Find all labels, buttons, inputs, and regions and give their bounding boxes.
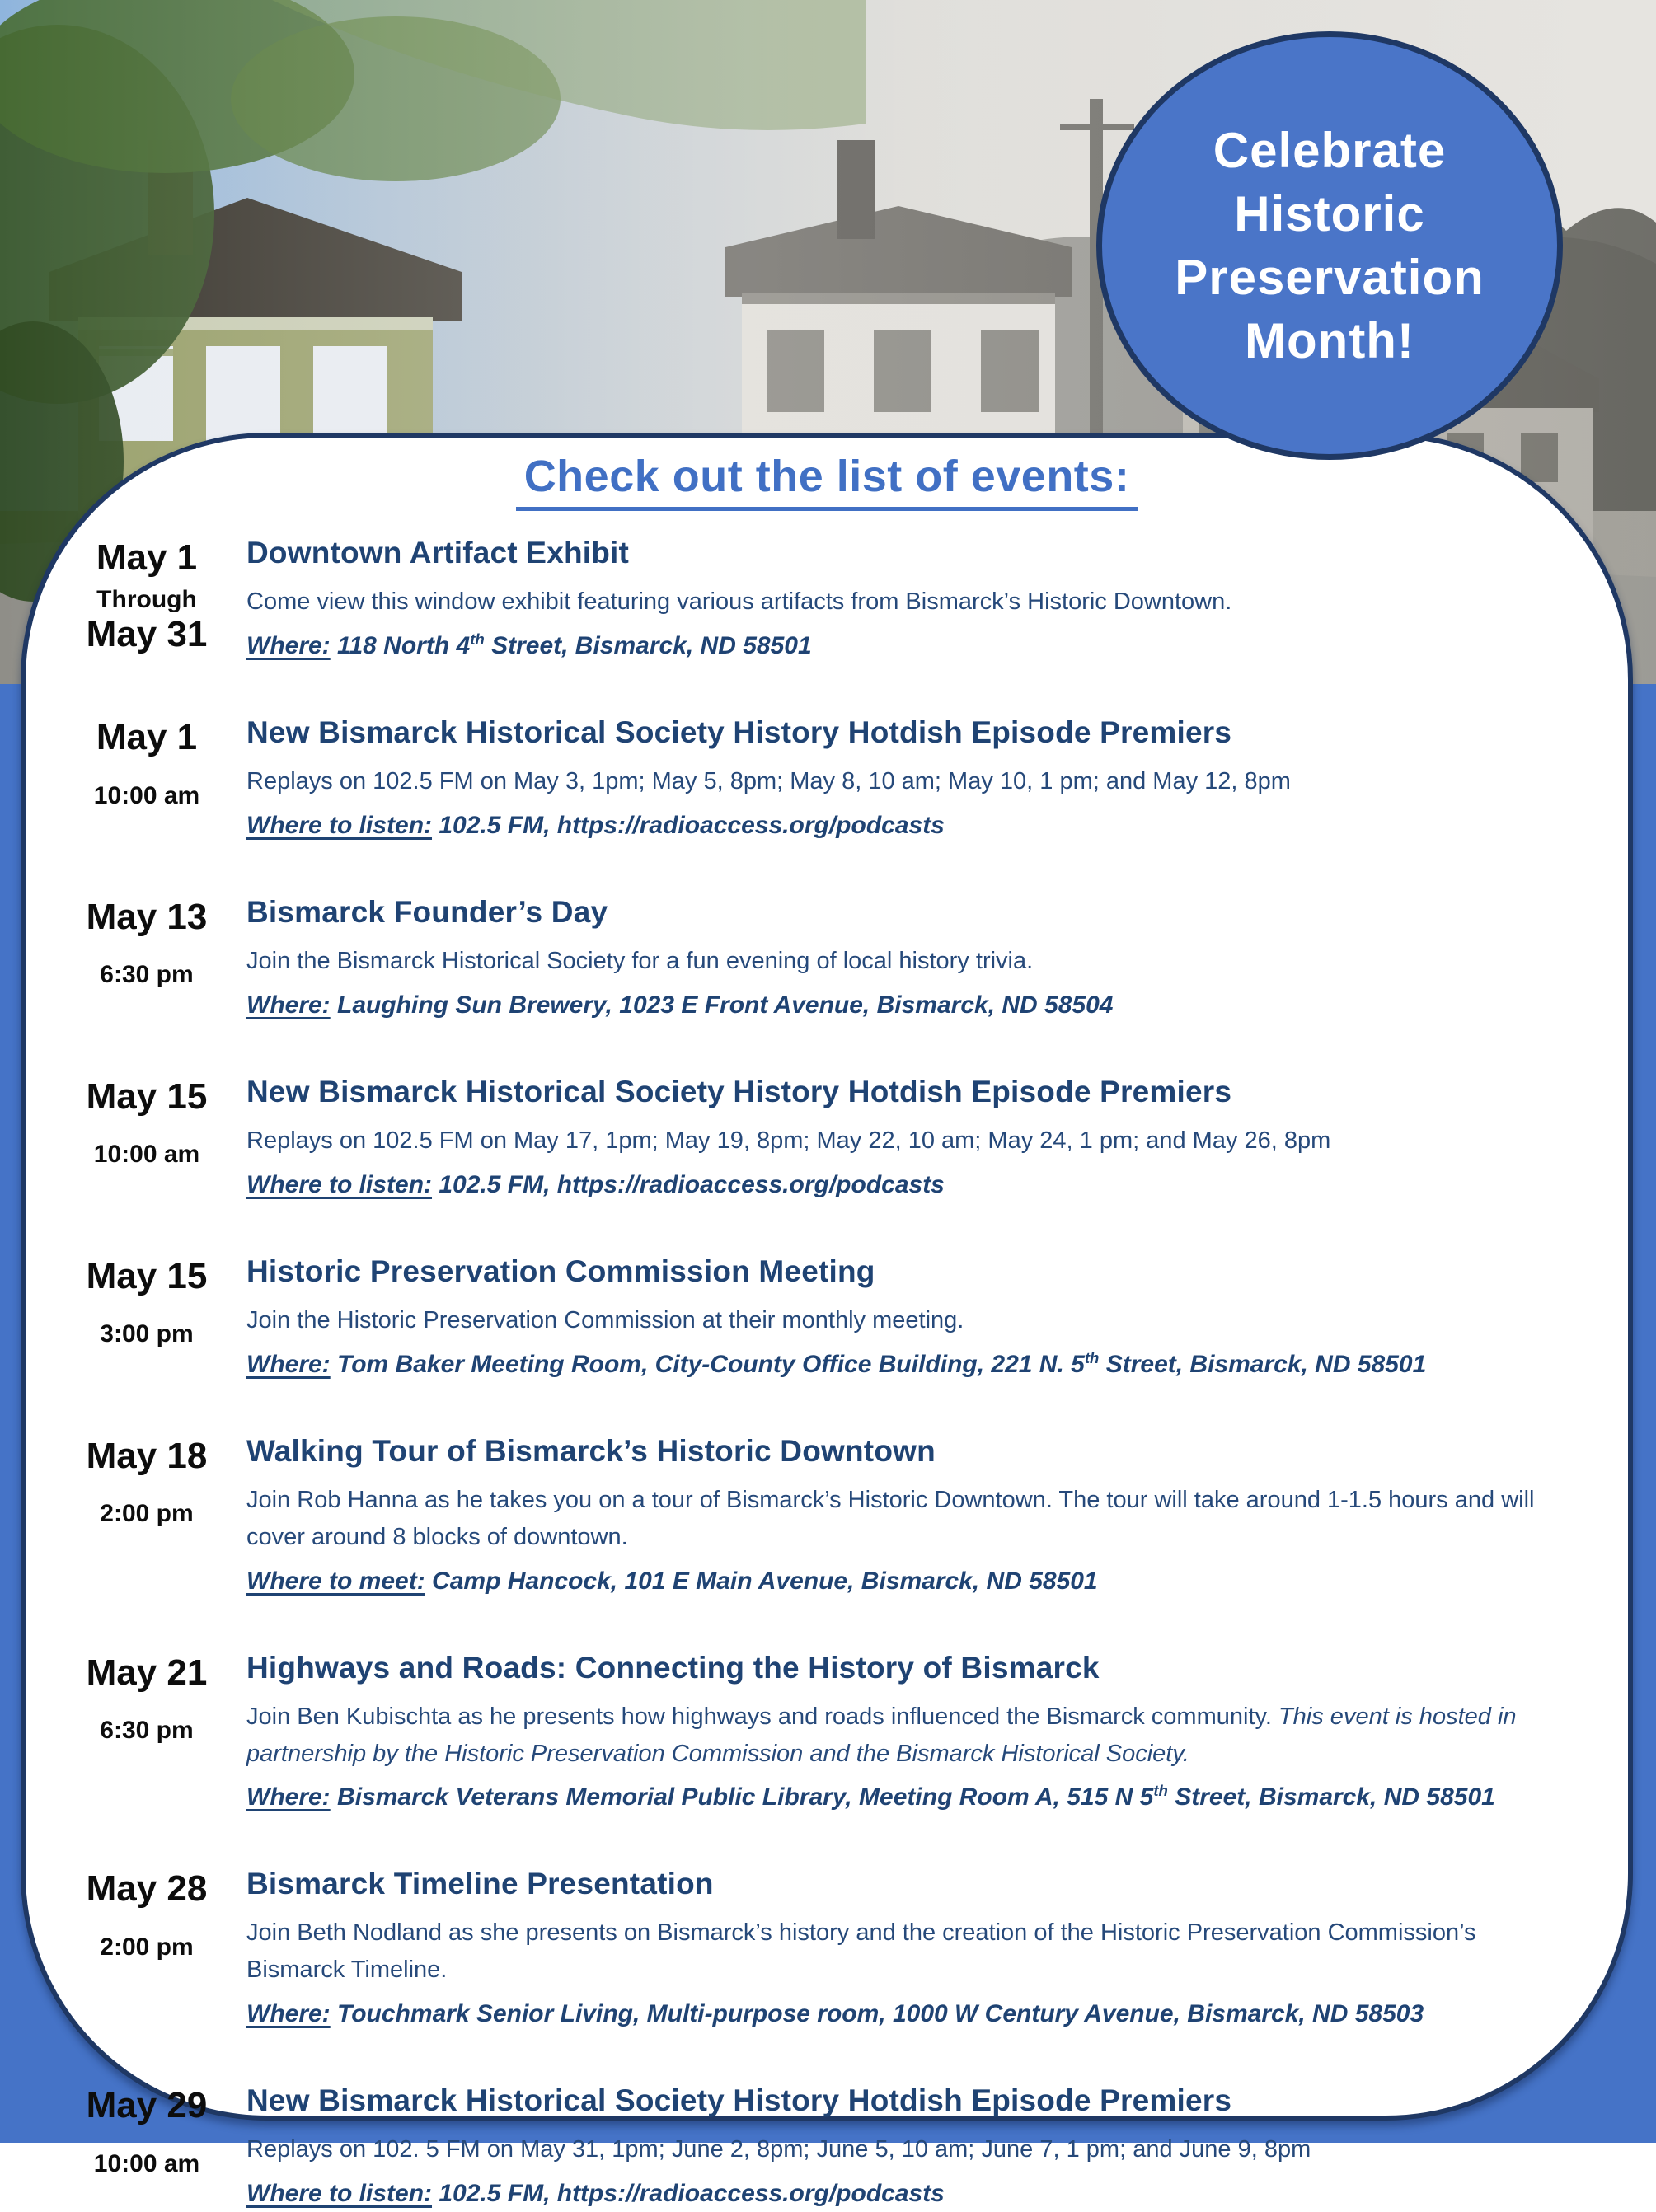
event-description-text: Come view this window exhibit featuring various artifacts from Bismarck’s Historic Downtown.	[246, 588, 1232, 615]
event-body	[246, 895, 1580, 1024]
event-date-line: May 18	[86, 1435, 208, 1476]
event-where-text: 102.5 FM, https://radioaccess.org/podcasts	[432, 1170, 945, 1198]
event-title: New Bismarck Historical Society History Hotdish Episode Premiers	[246, 1074, 1232, 1108]
event-where	[246, 986, 1580, 1024]
event-date-line: May 29	[86, 2085, 208, 2126]
event-where-label: Where to meet:	[246, 1567, 425, 1595]
event-where	[246, 627, 1580, 664]
event-date-line: May 1	[96, 716, 198, 757]
badge-line: Month!	[1245, 313, 1414, 368]
event-title: Historic Preservation Commission Meeting	[246, 1254, 875, 1288]
event-date-line: May 28	[86, 1868, 208, 1910]
event-date-line: May 21	[86, 1652, 208, 1693]
event-where-label: Where:	[246, 631, 331, 659]
event-description-text: Replays on 102.5 FM on May 17, 1pm; May 19, 8pm; May 22, 10 am; May 24, 1 pm; and May 26, 8pm	[246, 1127, 1331, 1154]
content-panel	[21, 433, 1633, 2208]
event-where-text: Street, Bismarck, ND 58501	[484, 631, 812, 659]
event-row	[57, 2083, 1580, 2212]
events-list	[26, 511, 1628, 2212]
event-body	[246, 1075, 1580, 1203]
event-date-line: May 31	[86, 613, 208, 654]
event-where-text: Touchmark Senior Living, Multi-purpose room, 1000 W Century Avenue, Bismarck, ND 58503	[330, 2000, 1424, 2028]
event-date-line: May 15	[86, 1255, 208, 1296]
event-date	[57, 2083, 237, 2212]
event-body	[246, 1254, 1580, 1383]
event-body	[246, 1867, 1580, 2032]
event-description-text: Join Ben Kubischta as he presents how highways and roads influenced the Bismarck community.	[246, 1703, 1278, 1730]
event-where-text: Bismarck Veterans Memorial Public Library, Meeting Room A, 515 N 5	[330, 1783, 1154, 1811]
event-date	[57, 536, 237, 664]
event-date-line: May 13	[86, 896, 208, 937]
event-date	[57, 895, 237, 1024]
event-date-line: May 1	[96, 537, 198, 578]
event-where-label: Where to listen:	[246, 1170, 433, 1198]
heading-wrap	[26, 451, 1628, 511]
event-row	[57, 1867, 1580, 2032]
events-heading: Check out the list of events:	[516, 451, 1138, 511]
event-description	[246, 943, 1580, 980]
event-body	[246, 1434, 1580, 1600]
event-where	[246, 1563, 1580, 1600]
event-description	[246, 583, 1580, 621]
event-date	[57, 715, 237, 844]
event-where-text: th	[1084, 1348, 1100, 1366]
event-body	[246, 1651, 1580, 1816]
event-description-text: Replays on 102.5 FM on May 3, 1pm; May 5, 8pm; May 8, 10 am; May 10, 1 pm; and May 12, 8pm	[246, 767, 1291, 794]
event-body	[246, 715, 1580, 844]
event-where-text: 102.5 FM, https://radioaccess.org/podcasts	[432, 811, 945, 839]
celebrate-badge	[1096, 31, 1563, 460]
event-where-text: Laughing Sun Brewery, 1023 E Front Avenue, Bismarck, ND 58504	[330, 991, 1114, 1019]
event-description	[246, 2131, 1580, 2168]
event-row	[57, 895, 1580, 1024]
event-time-line: 6:30 pm	[100, 961, 194, 989]
event-where	[246, 1995, 1580, 2032]
event-where-label: Where to listen:	[246, 2180, 433, 2208]
event-where-text: Street, Bismarck, ND 58501	[1099, 1350, 1427, 1378]
event-where-label: Where to listen:	[246, 811, 433, 839]
event-where-text: 118 North 4	[330, 631, 471, 659]
event-title: New Bismarck Historical Society History Hotdish Episode Premiers	[246, 715, 1232, 749]
event-date-line: May 15	[86, 1076, 208, 1117]
badge-line: Historic	[1234, 186, 1425, 241]
event-description-text: Join Rob Hanna as he takes you on a tour of Bismarck’s Historic Downtown. The tour will take around 1-1.5 hours and will cover around 8 blocks of downtown.	[246, 1486, 1535, 1550]
event-where-text: Camp Hancock, 101 E Main Avenue, Bismarck, ND 58501	[425, 1567, 1098, 1595]
event-title: Walking Tour of Bismarck’s Historic Downtown	[246, 1433, 936, 1468]
event-where	[246, 1166, 1580, 1203]
event-where-label: Where:	[246, 2000, 331, 2028]
event-date	[57, 1651, 237, 1816]
event-where-text: th	[1153, 1782, 1168, 1800]
event-description-text: Join Beth Nodland as she presents on Bismarck’s history and the creation of the Historic Preservation Commission’s Bismarck Timeline.	[246, 1919, 1476, 1984]
event-description-text: Join the Historic Preservation Commission at their monthly meeting.	[246, 1306, 964, 1333]
event-title: Bismarck Timeline Presentation	[246, 1867, 714, 1901]
event-where-text: th	[470, 630, 485, 648]
event-time-line: Through	[96, 585, 197, 613]
event-description-text: Replays on 102. 5 FM on May 31, 1pm; June 2, 8pm; June 5, 10 am; June 7, 1 pm; and June 9, 8pm	[246, 2136, 1311, 2163]
event-where-text: Street, Bismarck, ND 58501	[1167, 1783, 1495, 1811]
event-description	[246, 1302, 1580, 1339]
event-title: Highways and Roads: Connecting the History of Bismarck	[246, 1650, 1100, 1685]
event-row	[57, 715, 1580, 844]
event-where	[246, 2175, 1580, 2212]
event-title: Downtown Artifact Exhibit	[246, 536, 630, 569]
event-time-line: 2:00 pm	[100, 1933, 194, 1961]
event-description-text: This event is hosted in partnership by the Historic Preservation Commission and the Bismarck Historical Society.	[246, 1703, 1517, 1767]
event-time-line: 10:00 am	[93, 1141, 200, 1169]
event-date	[57, 1254, 237, 1383]
event-date	[57, 1434, 237, 1600]
event-row	[57, 1254, 1580, 1383]
event-row	[57, 1651, 1580, 1816]
event-where	[246, 1346, 1580, 1383]
event-description	[246, 1914, 1580, 1989]
event-description	[246, 763, 1580, 800]
event-title: Bismarck Founder’s Day	[246, 894, 608, 929]
event-body	[246, 536, 1580, 664]
event-where	[246, 807, 1580, 844]
event-row	[57, 1075, 1580, 1203]
event-where-label: Where:	[246, 1783, 331, 1811]
event-time-line: 10:00 am	[93, 2149, 200, 2177]
badge-line: Preservation	[1175, 250, 1485, 305]
event-date	[57, 1075, 237, 1203]
event-time-line: 10:00 am	[93, 781, 200, 809]
event-row	[57, 536, 1580, 664]
event-where-label: Where:	[246, 991, 331, 1019]
event-title: New Bismarck Historical Society History Hotdish Episode Premiers	[246, 2083, 1232, 2118]
event-description	[246, 1482, 1580, 1556]
event-description	[246, 1122, 1580, 1160]
event-where-text: Tom Baker Meeting Room, City-County Office Building, 221 N. 5	[330, 1350, 1085, 1378]
event-where-text: 102.5 FM, https://radioaccess.org/podcasts	[432, 2180, 945, 2208]
badge-line: Celebrate	[1213, 123, 1447, 178]
event-description	[246, 1699, 1580, 1773]
event-row	[57, 1434, 1580, 1600]
event-where-label: Where:	[246, 1350, 331, 1378]
event-description-text: Join the Bismarck Historical Society for a fun evening of local history trivia.	[246, 947, 1034, 974]
event-time-line: 6:30 pm	[100, 1717, 194, 1745]
event-time-line: 2:00 pm	[100, 1500, 194, 1528]
event-time-line: 3:00 pm	[100, 1320, 194, 1348]
event-date	[57, 1867, 237, 2032]
event-body	[246, 2083, 1580, 2212]
event-where	[246, 1779, 1580, 1816]
